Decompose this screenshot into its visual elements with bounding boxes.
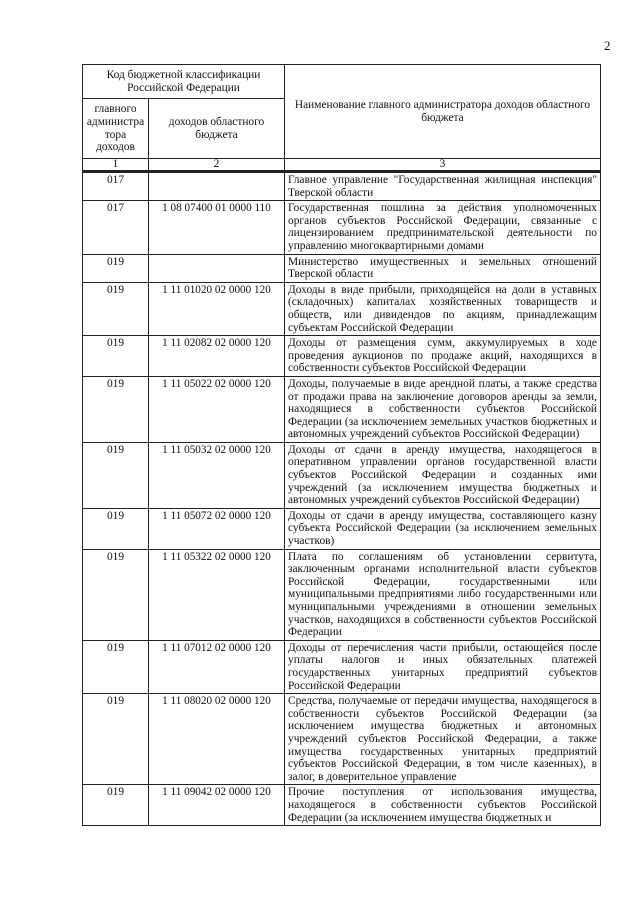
administrator-code: 019 — [83, 376, 149, 442]
administrator-code: 019 — [83, 508, 149, 549]
revenue-name: Доходы в виде прибыли, приходящейся на доли в уставных (складочных) капиталах хозяйственных товариществ и обществ, или дивидендов по акциям, принадлежащим субъектам Российской Федерации — [285, 282, 601, 335]
revenue-code: 1 11 05322 02 0000 120 — [149, 549, 285, 640]
administrator-code: 017 — [83, 201, 149, 254]
revenue-name: Доходы от размещения сумм, аккумулируемых в ходе проведения аукционов по продаже акций, находящихся в собственности субъектов Российской Федерации — [285, 336, 601, 377]
administrator-code: 019 — [83, 694, 149, 785]
revenue-name: Доходы от сдачи в аренду имущества, находящегося в оперативном управлении органов государственной власти субъектов Российской Федерации и созданных ими учреждений (за исключением имущества бюджетных и автономных учреждений субъектов Российской Федерации) — [285, 442, 601, 508]
administrator-code: 019 — [83, 785, 149, 826]
column-number-row — [83, 159, 601, 172]
revenue-code: 1 11 09042 02 0000 120 — [149, 785, 285, 826]
revenue-row — [83, 785, 601, 826]
revenue-code: 1 11 05072 02 0000 120 — [149, 508, 285, 549]
revenue-row — [83, 508, 601, 549]
revenue-row — [83, 549, 601, 640]
revenue-name: Министерство имущественных и земельных отношений Тверской области — [285, 254, 601, 282]
budget-classification-code-header: Код бюджетной классификации Российской Федерации — [83, 65, 285, 99]
administrator-code: 019 — [83, 254, 149, 282]
regional-budget-revenue-column-header: доходов областного бюджета — [149, 99, 285, 159]
revenue-code: 1 11 02082 02 0000 120 — [149, 336, 285, 377]
administrator-name-header: Наименование главного администратора доходов областного бюджета — [285, 65, 601, 159]
column-number: 2 — [149, 159, 285, 172]
revenue-code: 1 11 05022 02 0000 120 — [149, 376, 285, 442]
revenue-code: 1 11 07012 02 0000 120 — [149, 640, 285, 693]
revenue-code: 1 08 07400 01 0000 110 — [149, 201, 285, 254]
revenue-row — [83, 376, 601, 442]
revenue-name: Государственная пошлина за действия уполномоченных органов субъектов Российской Федерации, связанные с лицензированием предпринимательской деятельности по управлению многоквартирными домами — [285, 201, 601, 254]
revenue-row — [83, 282, 601, 335]
administrator-heading-row — [83, 172, 601, 201]
revenue-code: 1 11 05032 02 0000 120 — [149, 442, 285, 508]
revenue-name: Прочие поступления от использования имущества, находящегося в собственности субъектов Российской Федерации (за исключением имущества бюджетных и — [285, 785, 601, 826]
administrator-code: 019 — [83, 282, 149, 335]
revenue-name: Средства, получаемые от передачи имущества, находящегося в собственности субъектов Российской Федерации (за исключением имущества бюджетных и автономных учреждений субъектов Российской Федерации, а также имущества государственных унитарных предприятий субъектов Российской Федерации, в том числе казенных), в залог, в доверительное управление — [285, 694, 601, 785]
revenue-name: Доходы, получаемые в виде арендной платы, а также средства от продажи права на заключение договоров аренды за земли, находящиеся в собственности субъектов Российской Федерации (за исключением земельных участков бюджетных и автономных учреждений субъектов Российской Федерации) — [285, 376, 601, 442]
revenue-name: Доходы от перечисления части прибыли, остающейся после уплаты налогов и иных обязательных платежей государственных унитарных предприятий субъектов Российской Федерации — [285, 640, 601, 693]
revenue-name: Доходы от сдачи в аренду имущества, составляющего казну субъекта Российской Федерации (за исключением земельных участков) — [285, 508, 601, 549]
administrator-code: 019 — [83, 336, 149, 377]
revenue-code — [149, 254, 285, 282]
administrator-code: 019 — [83, 442, 149, 508]
revenue-row — [83, 694, 601, 785]
column-number: 1 — [83, 159, 149, 172]
administrator-code: 019 — [83, 640, 149, 693]
revenue-code: 1 11 01020 02 0000 120 — [149, 282, 285, 335]
administrator-heading-row — [83, 254, 601, 282]
revenue-name: Главное управление "Государственная жилищная инспекция" Тверской области — [285, 172, 601, 201]
administrator-code: 019 — [83, 549, 149, 640]
revenue-administrators-table — [82, 64, 601, 826]
administrator-code: 017 — [83, 172, 149, 201]
revenue-row — [83, 201, 601, 254]
revenue-name: Плата по соглашениям об установлении сервитута, заключенным органами исполнительной власти субъектов Российской Федерации, государственными или муниципальными предприятиями либо государственными или муниципальными учреждениями в отношении земельных участков, находящихся в собственности субъектов Российской Федерации — [285, 549, 601, 640]
column-number: 3 — [285, 159, 601, 172]
revenue-code — [149, 172, 285, 201]
revenue-row — [83, 336, 601, 377]
main-administrator-column-header: главного администра тора доходов — [83, 99, 149, 159]
revenue-row — [83, 442, 601, 508]
revenue-code: 1 11 08020 02 0000 120 — [149, 694, 285, 785]
revenue-row — [83, 640, 601, 693]
page-number: 2 — [604, 38, 611, 53]
